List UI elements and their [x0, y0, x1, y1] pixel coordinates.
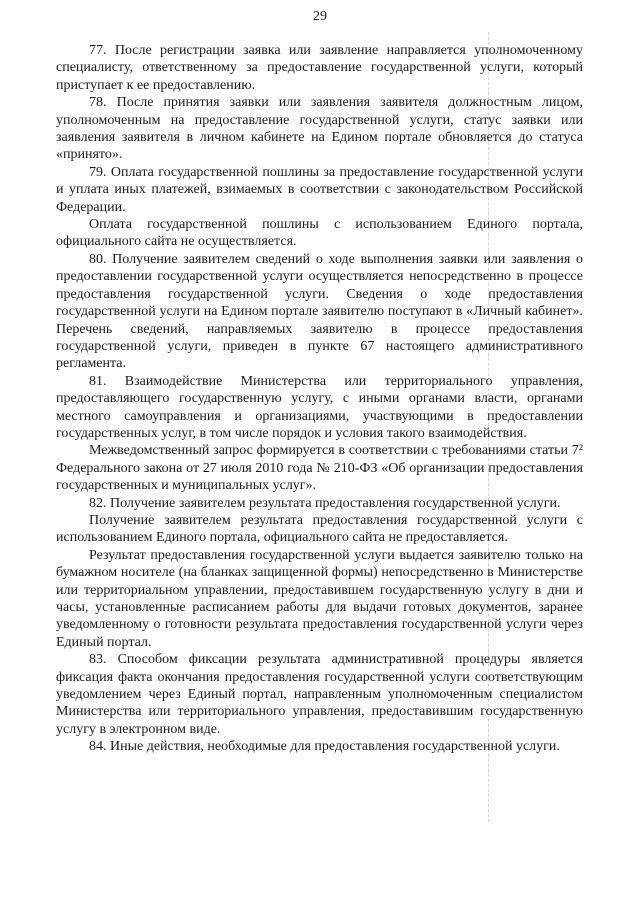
paragraph-82: 82. Получение заявителем результата предоставления государственной услуги.: [89, 495, 561, 511]
paragraph-78: 78. После принятия заявки или заявления заявителя должностным лицом, уполномоченным на предоставление государственной услуги, статус заявки или заявления заявителя в личном кабинете на Едином портале обновляется до статуса «принято».: [56, 95, 583, 163]
paragraph-82-text-a: Получение заявителем результата предоставления государственной услуги с использованием Единого портала, официального сайта не предоставляется.: [56, 512, 583, 546]
paragraph-79-text: Оплата государственной пошлины с использованием Единого портала, официального сайта не осуществляется.: [56, 217, 583, 250]
paragraph-81-text: Межведомственный запрос формируется в соответствии с требованиями статьи 7² Федерального закона от 27 июля 2010 года № 210-ФЗ «Об организации предоставления государственных и муниципальных услуг».: [56, 443, 583, 494]
paragraph-81: 81. Взаимодействие Министерства или территориального управления, предоставляющего государственную услугу, с иными органами власти, органами местного самоуправления и организациями, участвующими в предоставлении государственных услуг, в том числе порядок и условия такого взаимодействия.: [56, 373, 583, 441]
page-number: 29: [313, 9, 327, 24]
document-body: [56, 42, 583, 756]
paragraph-80: 80. Получение заявителем сведений о ходе выполнения заявки или заявления о предоставлении государственной услуги осуществляется непосредственно в процессе предоставления государственной услуги. Сведения о ходе предоставления государственной услуги на Едином портале заявителю поступают в «Личный кабинет». Перечень сведений, направляемых заявителю в процессе предоставления государственной услуги, приведен в пункте 67 настоящего административного регламента.: [56, 251, 583, 372]
paragraph-83: 83. Способом фиксации результата административной процедуры является фиксация факта окончания предоставления государственной услуги соответствующим уведомлением через Единый портал, направленным уполномоченным специалистом Министерства или территориального управления, предоставившим государственную услугу в электронном виде.: [56, 652, 583, 737]
paragraph-77: 77. После регистрации заявка или заявление направляется уполномоченному специалисту, ответственному за предоставление государственной услуги, который приступает к ее предоставлению.: [56, 43, 583, 93]
paragraph-84: 84. Иные действия, необходимые для предоставления государственной услуги.: [89, 739, 560, 755]
paragraph-82-text-b: Результат предоставления государственной услуги выдается заявителю только на бумажном носителе (на бланках защищенной формы) непосредственно в Министерстве или территориальном управлении, предоставившем государственную услугу в дни и часы, установленные расписанием работы для выдачи готовых документов, заранее уведомленному о готовности результата предоставления государственной услуги через Единый портал.: [56, 547, 583, 650]
paragraph-79: 79. Оплата государственной пошлины за предоставление государственной услуги и уплата иных платежей, взимаемых в соответствии с законодательством Российской Федерации.: [56, 164, 583, 215]
